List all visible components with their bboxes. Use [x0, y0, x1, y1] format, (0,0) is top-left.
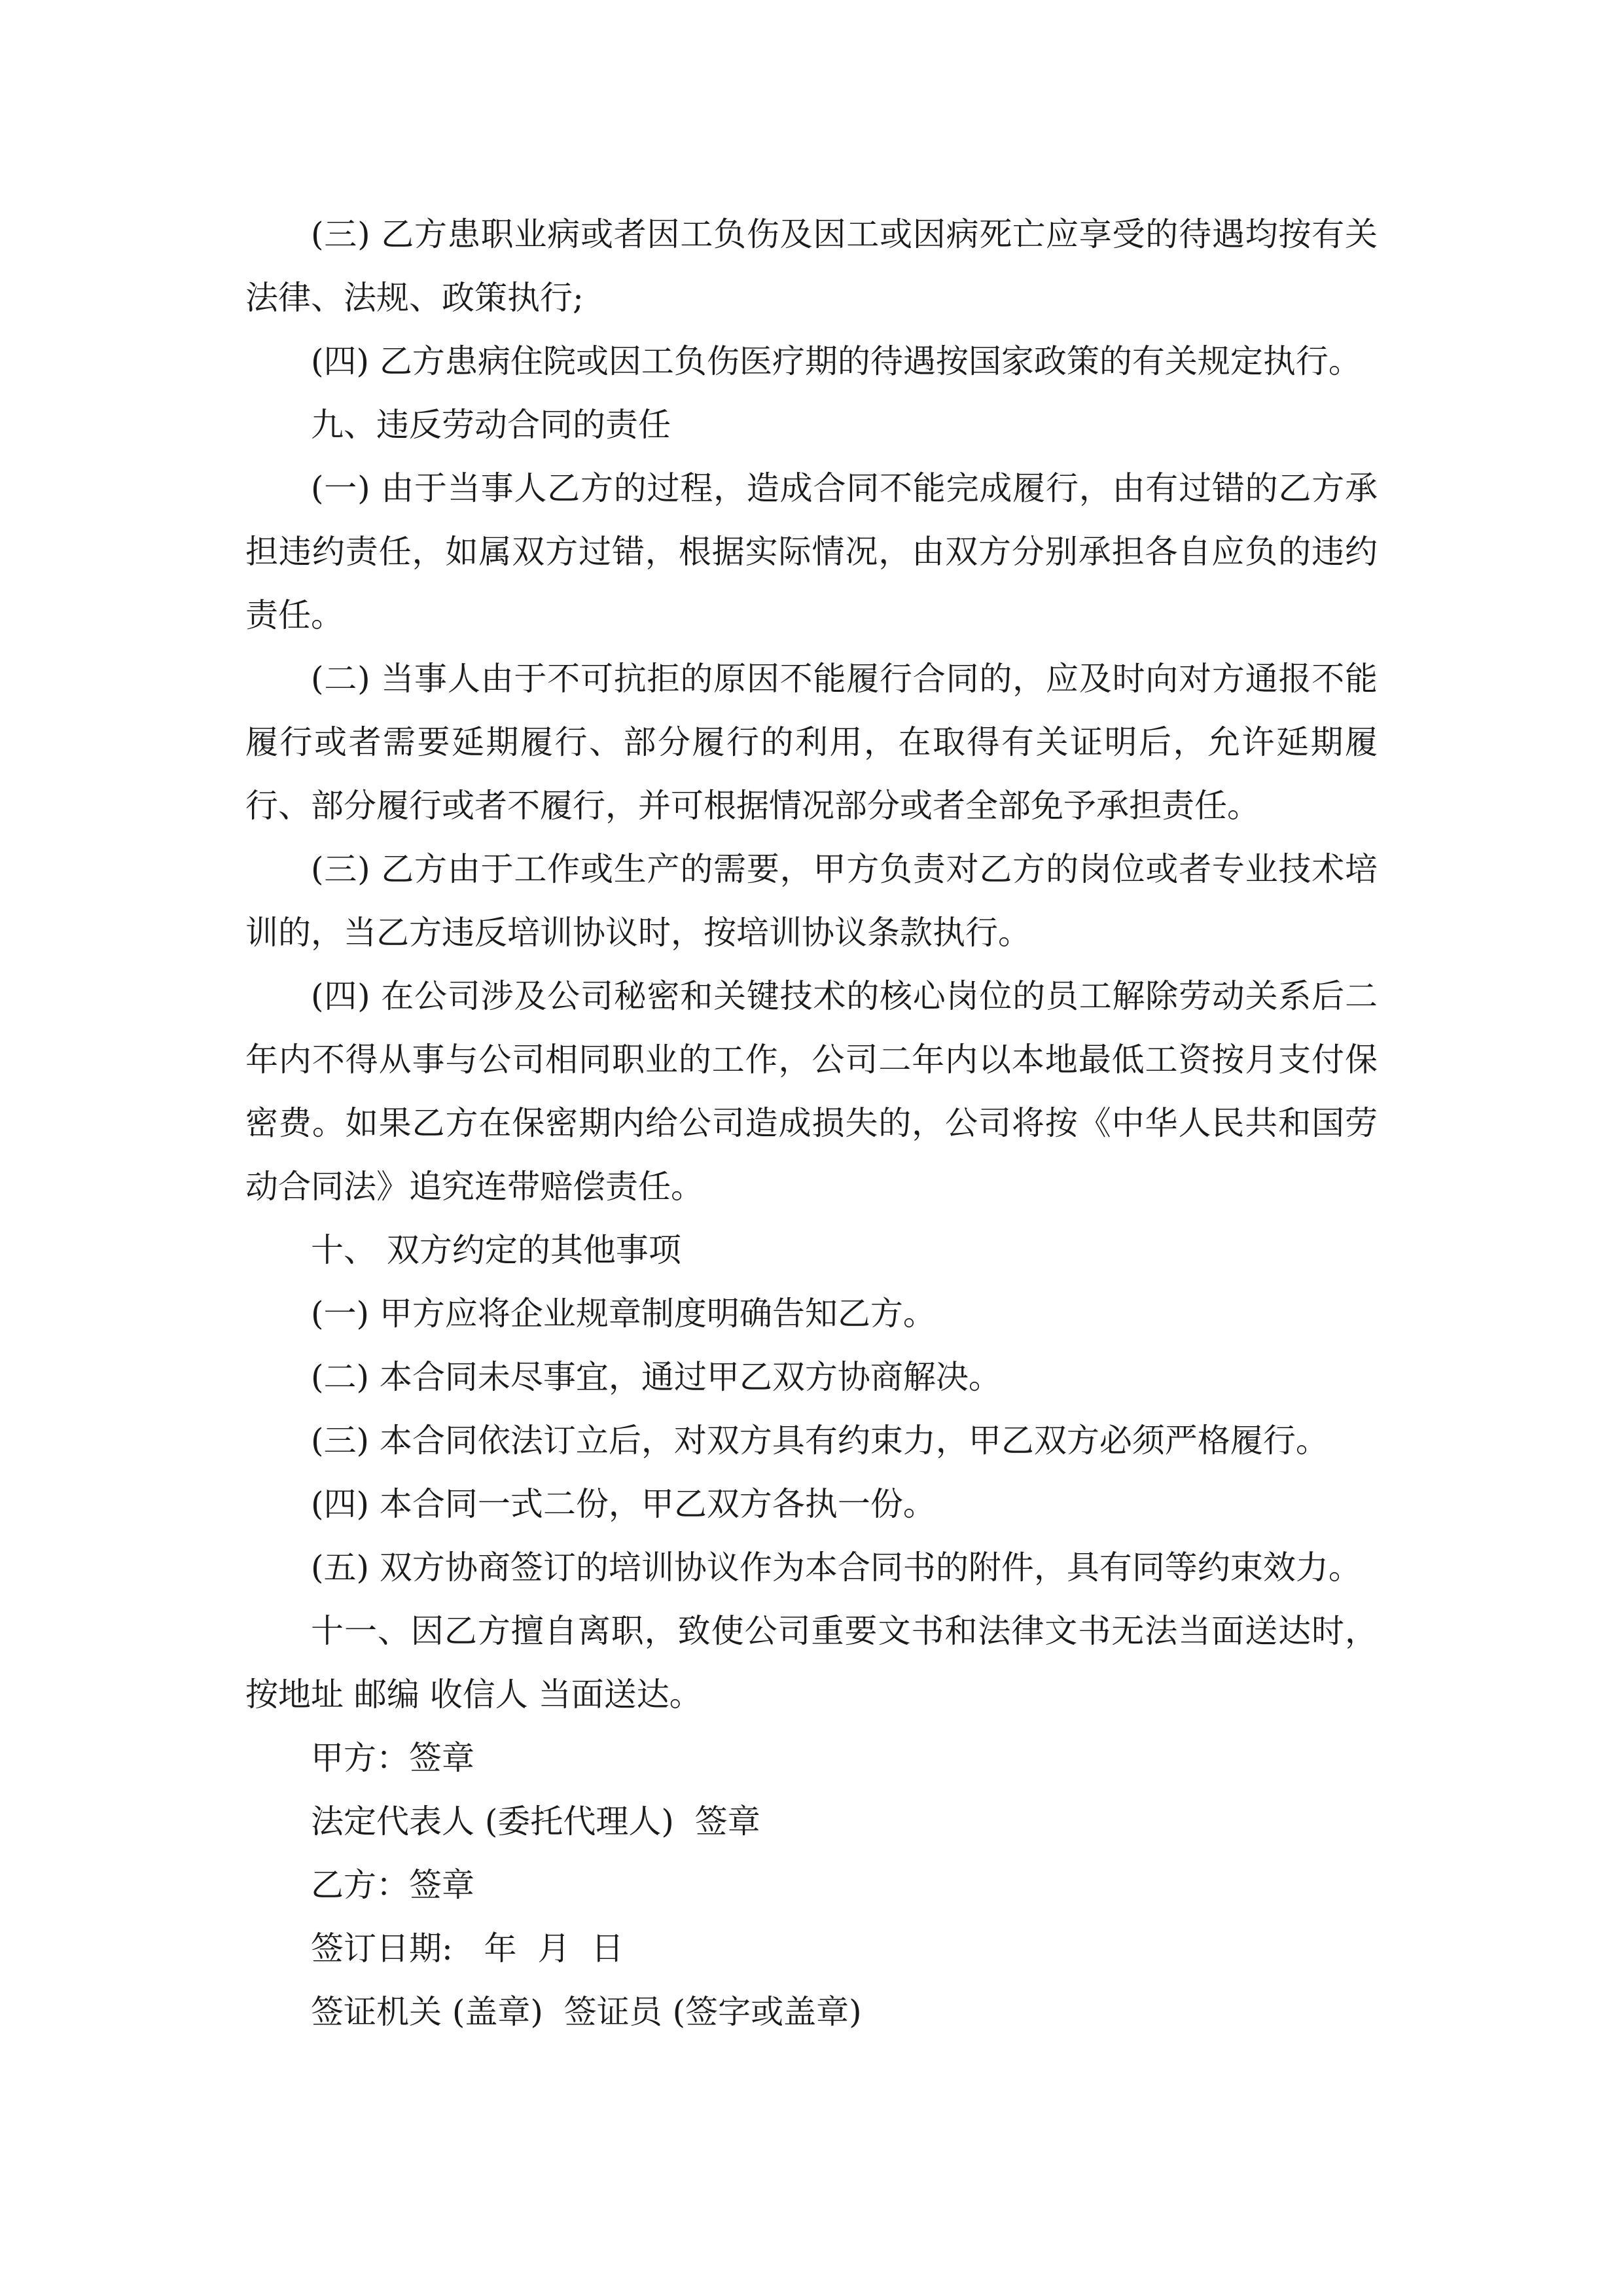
party-b-signature: 乙方：签章 — [311, 1866, 474, 1904]
paragraph-3-benefits: (三) 乙方患职业病或者因工负伤及因工或因病死亡应享受的待遇均按有关法律、法规、政策执行; — [245, 215, 1378, 317]
section-heading-9: 九、违反劳动合同的责任 — [311, 406, 671, 444]
paragraph-9-3: (三) 乙方由于工作或生产的需要，甲方负责对乙方的岗位或者专业技术培训的，当乙方违反培训协议时，按培训协议条款执行。 — [245, 850, 1378, 952]
signing-date: 签订日期: 年 月 日 — [311, 1929, 624, 1967]
party-a-signature: 甲方：签章 — [311, 1739, 474, 1777]
paragraph-9-1: (一) 由于当事人乙方的过程，造成合同不能完成履行，由有过错的乙方承担违约责任，如属双方过错，根据实际情况，由双方分别承担各自应负的违约责任。 — [245, 469, 1378, 634]
paragraph-9-2: (二) 当事人由于不可抗拒的原因不能履行合同的，应及时向对方通报不能履行或者需要延期履行、部分履行的利用，在取得有关证明后，允许延期履行、部分履行或者不履行，并可根据情况部分或者全部免予承担责任。 — [245, 660, 1378, 825]
paragraph-10-5: (五) 双方协商签订的培训协议作为本合同书的附件，具有同等约束效力。 — [311, 1549, 1361, 1587]
certification-authority: 签证机关 (盖章) 签证员 (签字或盖章) — [311, 1993, 862, 2031]
legal-representative-signature: 法定代表人 (委托代理人) 签章 — [311, 1803, 760, 1840]
section-heading-10: 十、 双方约定的其他事项 — [311, 1231, 681, 1269]
paragraph-10-3: (三) 本合同依法订立后，对双方具有约束力，甲乙双方必须严格履行。 — [311, 1422, 1329, 1460]
paragraph-10-2: (二) 本合同未尽事宜，通过甲乙双方协商解决。 — [311, 1358, 1001, 1396]
paragraph-10-4: (四) 本合同一式二份，甲乙双方各执一份。 — [311, 1485, 936, 1523]
paragraph-10-1: (一) 甲方应将企业规章制度明确告知乙方。 — [311, 1295, 936, 1333]
paragraph-9-4: (四) 在公司涉及公司秘密和关键技术的核心岗位的员工解除劳动关系后二年内不得从事与公司相同职业的工作，公司二年内以本地最低工资按月支付保密费。如果乙方在保密期内给公司造成损失的，公司将按《中华人民共和国劳动合同法》追究连带赔偿责任。 — [245, 977, 1378, 1206]
paragraph-4-medical: (四) 乙方患病住院或因工负伤医疗期的待遇按国家政策的有关规定执行。 — [311, 342, 1361, 380]
section-11: 十一、因乙方擅自离职，致使公司重要文书和法律文书无法当面送达时，按地址 邮编 收信人 当面送达。 — [245, 1612, 1378, 1713]
